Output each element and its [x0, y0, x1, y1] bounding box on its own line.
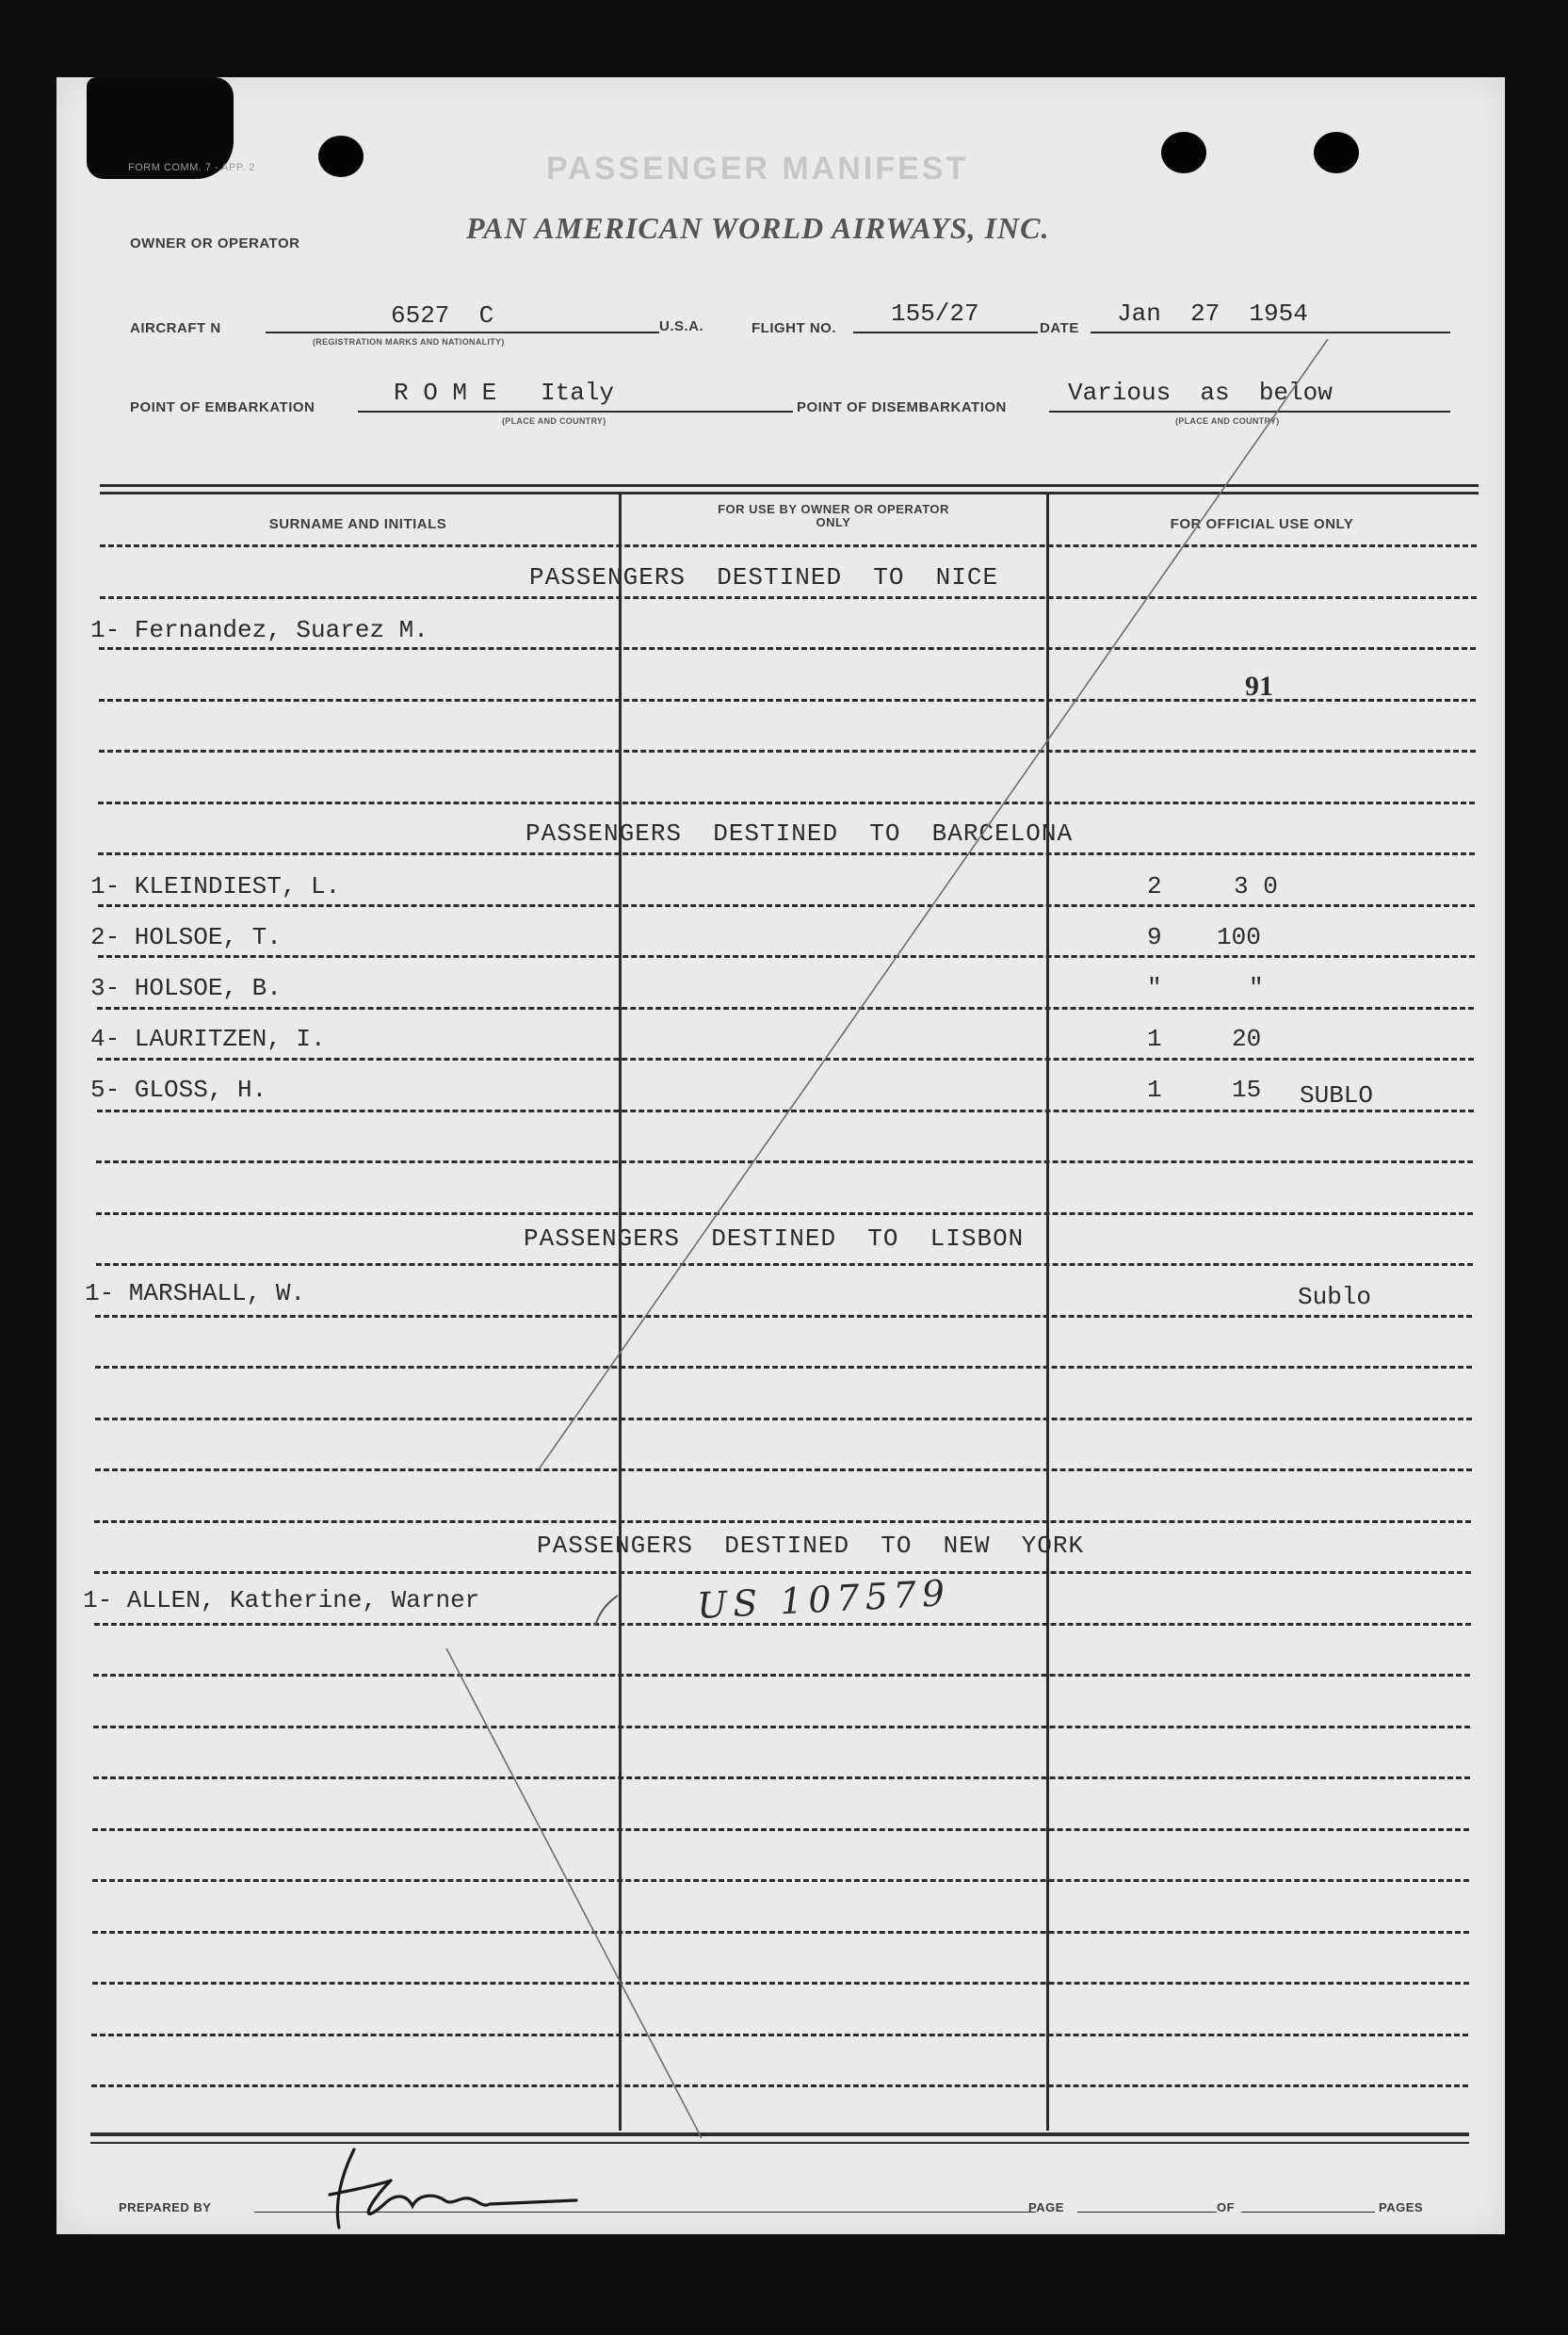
- aircraft-label: AIRCRAFT N: [130, 320, 221, 336]
- form-code: FORM COMM. 7 - APP. 2: [128, 162, 255, 173]
- embarkation-sublabel: (PLACE AND COUNTRY): [502, 416, 606, 426]
- official-amount: 100: [1217, 923, 1261, 951]
- of-line: [1241, 2212, 1375, 2213]
- flight-value: 155/27: [891, 300, 979, 328]
- pencil-tick: [595, 1596, 618, 1626]
- prepared-by-label: PREPARED BY: [119, 2200, 212, 2214]
- section-heading: PASSENGERS DESTINED TO NEW YORK: [537, 1532, 1085, 1560]
- passenger-name: 2- HOLSOE, T.: [90, 923, 282, 951]
- page-line: [1077, 2212, 1217, 2213]
- usa-label: U.S.A.: [659, 318, 704, 334]
- pages-label: PAGES: [1379, 2200, 1424, 2214]
- page-label: PAGE: [1028, 2200, 1064, 2214]
- handwritten-signature: [301, 2138, 584, 2242]
- date-label: DATE: [1040, 320, 1079, 336]
- official-amount: ": [1249, 974, 1264, 1002]
- diagonal-pencil-line: [539, 339, 1328, 1469]
- passenger-name: 3- HOLSOE, B.: [90, 974, 282, 1002]
- official-amount: 20: [1232, 1025, 1262, 1053]
- aircraft-value: 6527 C: [391, 301, 494, 330]
- disembarkation-label: POINT OF DISEMBARKATION: [797, 399, 1007, 415]
- official-remark: SUBLO: [1300, 1081, 1374, 1110]
- aircraft-sublabel: (REGISTRATION MARKS AND NATIONALITY): [313, 337, 505, 347]
- passenger-name: 1- Fernandez, Suarez M.: [90, 616, 428, 644]
- section-heading: PASSENGERS DESTINED TO NICE: [529, 563, 999, 592]
- column-header-surname: SURNAME AND INITIALS: [268, 516, 447, 532]
- official-count: 1: [1147, 1076, 1162, 1104]
- official-amount: 15: [1232, 1076, 1262, 1104]
- official-amount: 3 0: [1234, 872, 1278, 900]
- section-heading: PASSENGERS DESTINED TO BARCELONA: [525, 819, 1074, 848]
- owner-value: PAN AMERICAN WORLD AIRWAYS, INC.: [466, 211, 1050, 245]
- official-count: 2: [1147, 872, 1162, 900]
- column-header-owner-use: FOR USE BY OWNER OR OPERATOR ONLY: [718, 502, 949, 529]
- disembarkation-sublabel: (PLACE AND COUNTRY): [1175, 416, 1280, 426]
- flight-label: FLIGHT NO.: [752, 320, 836, 336]
- column-header-official-use: FOR OFFICIAL USE ONLY: [1170, 516, 1354, 532]
- diagonal-pencil-line: [446, 1648, 702, 2138]
- passenger-name: 1- MARSHALL, W.: [85, 1279, 306, 1307]
- passenger-name: 4- LAURITZEN, I.: [90, 1025, 326, 1053]
- embarkation-label: POINT OF EMBARKATION: [130, 399, 315, 415]
- owner-label: OWNER OR OPERATOR: [130, 235, 300, 251]
- owner-handwritten-number: US 107579: [696, 1571, 952, 1628]
- official-remark: Sublo: [1298, 1283, 1372, 1311]
- passenger-name: 5- GLOSS, H.: [90, 1076, 267, 1104]
- page-title: PASSENGER MANIFEST: [546, 151, 969, 186]
- embarkation-value: R O M E Italy: [394, 379, 615, 407]
- official-count: 9: [1147, 923, 1162, 951]
- passenger-name: 1- ALLEN, Katherine, Warner: [83, 1586, 480, 1614]
- of-label: OF: [1217, 2200, 1236, 2214]
- official-count: ": [1147, 974, 1162, 1002]
- passenger-name: 1- KLEINDIEST, L.: [90, 872, 341, 900]
- section-heading: PASSENGERS DESTINED TO LISBON: [524, 1224, 1025, 1253]
- official-note: 91: [1245, 671, 1273, 702]
- date-value: Jan 27 1954: [1117, 300, 1308, 328]
- disembarkation-value: Various as below: [1068, 379, 1333, 407]
- official-count: 1: [1147, 1025, 1162, 1053]
